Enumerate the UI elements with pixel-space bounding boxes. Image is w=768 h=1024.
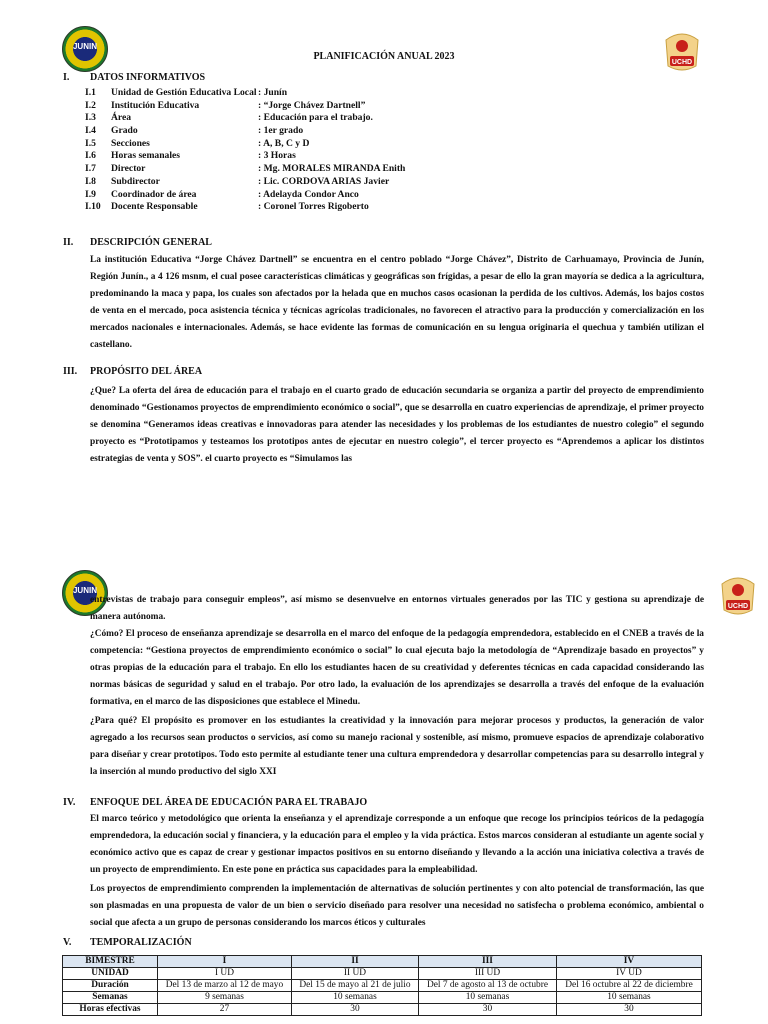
table-cell: Del 16 octubre al 22 de diciembre xyxy=(556,980,701,992)
table-cell: Duración xyxy=(63,980,158,992)
section-label: ENFOQUE DEL ÁREA DE EDUCACIÓN PARA EL TRABAJO xyxy=(90,797,368,808)
proposito-continuation: entrevistas de trabajo para conseguir empleos”, así mismo se desenvuelve en entornos virtuales generados por las TIC y gestiona su aprendizaje de manera autónoma. xyxy=(90,595,704,622)
table-cell: Horas efectivas xyxy=(63,1004,158,1016)
enfoque-paragraph-1: El marco teórico y metodológico que orienta la enseñanza y el aprendizaje corresponde a un enfoque que recoge los principios teóricos de la pedagogía emprendedora, la educación social y financiera, y la educación para el empleo y la vida práctica. Estos marcos consideran al estudiante un agente social y económico activo que es capaz de crear y gestionar impactos positivos en su entorno diseñando y llevando a la acción una iniciativa colectiva a través de un proyecto de emprendimiento. En este pone en práctica sus capacidades para la empleabilidad. xyxy=(90,814,704,875)
section-label: DATOS INFORMATIVOS xyxy=(90,72,206,83)
table-cell: Semanas xyxy=(63,992,158,1004)
section-number: III. xyxy=(63,366,78,377)
table-cell: 9 semanas xyxy=(158,992,292,1004)
table-cell: Del 7 de agosto al 13 de octubre xyxy=(419,980,557,992)
temporalizacion-table xyxy=(62,955,702,1016)
descripcion-paragraph: La institución Educativa “Jorge Chávez Dartnell” se encuentra en el centro poblado “Jorge Chávez”, Distrito de Carhuamayo, Provincia de Junín, Región Junín., a 4 126 msnm, el cual posee características climáticas y geográficas son frígidas, a pesar de ello la gran mayoría se dedica a la agricultura, predominando la maca y papa, los cuales son afectados por la helada que en muchos casos ocasionan la perdida de los cultivos. Además, los bajos costos de venta en el mercado, poca asistencia técnica y técnicas agrícolas tradicionales, no favorecen el atractivo para la producción y comercialización en los mercados nacionales e internacionales. Además, se hace evidente las formas de comunicación en su lengua originaria el quechua y también utilizan el castellano. xyxy=(90,255,704,350)
page-title: PLANIFICACIÓN ANUAL 2023 xyxy=(313,51,455,62)
section-label: DESCRIPCIÓN GENERAL xyxy=(90,237,212,248)
para-que-paragraph: ¿Para qué? El propósito es promover en los estudiantes la creatividad y la innovación para mejorar procesos y productos, la generación de valor agregado a los recursos sean productos o servicios, así como su manejo racional y sostenible, así mismo, promueve espacios de aprendizaje colaborativo para diseñar y crear prototipos. Todo esto permite al estudiante tener una cultura emprendedora y desarrollar competencias para su desarrollo integral y la inserción al mundo productivo del siglo XXI xyxy=(90,716,704,777)
table-cell: Del 13 de marzo al 12 de mayo xyxy=(158,980,292,992)
table-row xyxy=(63,992,702,1004)
table-cell: 30 xyxy=(419,1004,557,1016)
table-row xyxy=(63,980,702,992)
table-cell: 30 xyxy=(291,1004,418,1016)
table-cell: 30 xyxy=(556,1004,701,1016)
table-header-cell: IV xyxy=(556,956,701,968)
section-number: I. xyxy=(63,72,70,83)
table-cell: 10 semanas xyxy=(419,992,557,1004)
junin-logo-2: JUNIN xyxy=(62,570,108,616)
table-header-cell: BIMESTRE xyxy=(63,956,158,968)
section-label: TEMPORALIZACIÓN xyxy=(90,937,192,948)
section-number: IV. xyxy=(63,797,76,808)
table-cell: IV UD xyxy=(556,968,701,980)
table-cell: III UD xyxy=(419,968,557,980)
table-cell: II UD xyxy=(291,968,418,980)
junin-logo: JUNIN xyxy=(62,26,108,72)
table-header-row xyxy=(63,956,702,968)
enfoque-paragraph-2: Los proyectos de emprendimiento comprenden la implementación de alternativas de solución pertinentes y con alto potencial de transformación, las que son plasmadas en una propuesta de valor de un bien o servicio diseñado para resolver una necesidad no satisfecha o problema económico, ambiental o social que afecta a un grupo de personas considerando los marcos éticos y culturales xyxy=(90,884,704,928)
table-row xyxy=(63,968,702,980)
table-row xyxy=(63,1004,702,1016)
crest-text-2: UCHD xyxy=(727,603,749,610)
section-number: II. xyxy=(63,237,74,248)
crest-text: UCHD xyxy=(671,59,693,66)
section-label: PROPÓSITO DEL ÁREA xyxy=(90,366,203,377)
table-cell: 27 xyxy=(158,1004,292,1016)
school-crest-logo-2 xyxy=(716,570,760,618)
table-cell: 10 semanas xyxy=(556,992,701,1004)
como-paragraph: ¿Cómo? El proceso de enseñanza aprendizaje se desarrolla en el marco del enfoque de la pedagogía emprendedora, establecido en el CNEB a través de la competencia: “Gestiona proyectos de emprendimiento económico o social” lo cual ejecuta bajo la metodología de “Aprendizaje basado en proyectos” y otras propias de la educación para el trabajo. En ello los estudiantes hacen de su creatividad y deferentes técnicas en cada capacidad considerando las normas básicas de seguridad y salud en el trabajo. Por otro lado, la evaluación de los aprendizajes se desarrolla a través del enfoque de la evaluación formativa, en el marco de las disposiciones que establece el Minedu. xyxy=(90,629,704,707)
table-cell: UNIDAD xyxy=(63,968,158,980)
section-number: V. xyxy=(63,937,72,948)
table-header-cell: III xyxy=(419,956,557,968)
table-header-cell: I xyxy=(158,956,292,968)
table-cell: 10 semanas xyxy=(291,992,418,1004)
proposito-paragraph: ¿Que? La oferta del área de educación para el trabajo en el cuarto grado de educación secundaria se organiza a partir del proyecto de emprendimiento denominado “Gestionamos proyectos de emprendimiento económico o social”, que se desarrolla en cuatro experiencias de aprendizaje, el primer proyecto se denomina “Generamos ideas creativas e innovadoras para atender las necesidades y los problemas de los estudiantes de nuestro colegio” el segundo proyecto es “Prototipamos y testeamos los prototipos antes de ejecutar en nuestro colegio”, el tercer proyecto es “Aprendemos a aplicar los distintos estrategias de venta y SOS”. el cuarto proyecto es “Simulamos las xyxy=(90,386,704,464)
table-header-cell: II xyxy=(291,956,418,968)
school-crest-logo xyxy=(660,26,704,74)
table-cell: I UD xyxy=(158,968,292,980)
table-cell: Del 15 de mayo al 21 de julio xyxy=(291,980,418,992)
